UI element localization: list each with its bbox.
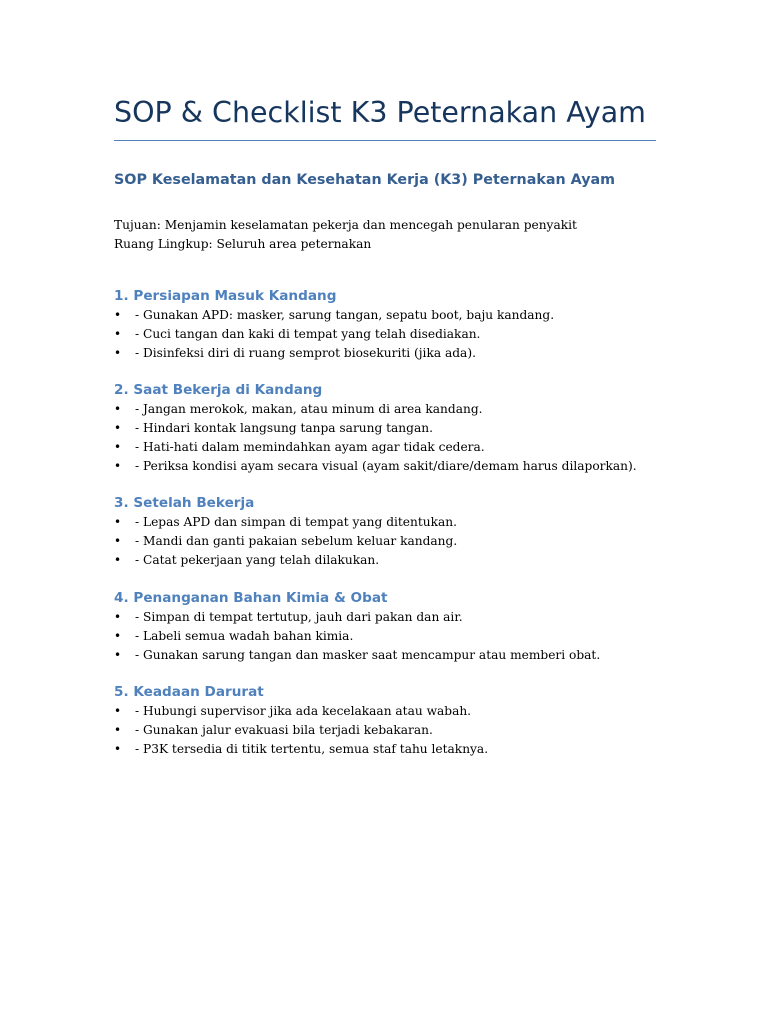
list-item-text: - Cuci tangan dan kaki di tempat yang telah disediakan. bbox=[135, 327, 481, 341]
bullet-icon: • bbox=[114, 648, 122, 662]
bullet-icon: • bbox=[114, 308, 122, 322]
list-item bbox=[114, 438, 674, 457]
title-underline bbox=[114, 140, 656, 141]
list-item bbox=[114, 702, 674, 721]
section-heading: 2. Saat Bekerja di Kandang bbox=[114, 382, 323, 398]
list-item bbox=[114, 551, 674, 570]
list-item bbox=[114, 419, 674, 438]
section-keadaan-darurat bbox=[114, 682, 674, 759]
document-title: SOP & Checklist K3 Peternakan Ayam bbox=[114, 96, 646, 129]
list-item bbox=[114, 306, 674, 325]
list-item bbox=[114, 457, 674, 476]
section-setelah-bekerja bbox=[114, 493, 674, 570]
list-item-text: - Hindari kontak langsung tanpa sarung tangan. bbox=[135, 421, 433, 435]
meta-ruang-lingkup: Ruang Lingkup: Seluruh area peternakan bbox=[114, 237, 372, 251]
section-list bbox=[114, 702, 674, 759]
section-list bbox=[114, 306, 674, 363]
list-item-text: - Gunakan jalur evakuasi bila terjadi kebakaran. bbox=[135, 723, 433, 737]
bullet-icon: • bbox=[114, 742, 122, 756]
section-saat-bekerja bbox=[114, 380, 674, 476]
list-item bbox=[114, 344, 674, 363]
list-item-text: - Labeli semua wadah bahan kimia. bbox=[135, 629, 354, 643]
list-item-text: - P3K tersedia di titik tertentu, semua staf tahu letaknya. bbox=[135, 742, 489, 756]
section-heading: 5. Keadaan Darurat bbox=[114, 684, 264, 700]
bullet-icon: • bbox=[114, 534, 122, 548]
list-item-text: - Catat pekerjaan yang telah dilakukan. bbox=[135, 553, 380, 567]
bullet-icon: • bbox=[114, 327, 122, 341]
list-item-text: - Periksa kondisi ayam secara visual (ayam sakit/diare/demam harus dilaporkan). bbox=[135, 459, 637, 473]
list-item bbox=[114, 400, 674, 419]
bullet-icon: • bbox=[114, 629, 122, 643]
bullet-icon: • bbox=[114, 515, 122, 529]
list-item bbox=[114, 646, 674, 665]
bullet-icon: • bbox=[114, 346, 122, 360]
section-heading: 1. Persiapan Masuk Kandang bbox=[114, 288, 337, 304]
meta-tujuan: Tujuan: Menjamin keselamatan pekerja dan mencegah penularan penyakit bbox=[114, 218, 577, 232]
section-list bbox=[114, 513, 674, 570]
list-item bbox=[114, 627, 674, 646]
section-list bbox=[114, 400, 674, 476]
list-item bbox=[114, 325, 674, 344]
list-item-text: - Mandi dan ganti pakaian sebelum keluar kandang. bbox=[135, 534, 458, 548]
section-heading: 4. Penanganan Bahan Kimia & Obat bbox=[114, 590, 388, 606]
document-meta bbox=[114, 216, 577, 254]
list-item-text: - Gunakan sarung tangan dan masker saat mencampur atau memberi obat. bbox=[135, 648, 601, 662]
section-penanganan-bahan-kimia bbox=[114, 588, 674, 665]
section-list bbox=[114, 608, 674, 665]
bullet-icon: • bbox=[114, 704, 122, 718]
document-subtitle: SOP Keselamatan dan Kesehatan Kerja (K3) Peternakan Ayam bbox=[114, 172, 616, 188]
bullet-icon: • bbox=[114, 402, 122, 416]
list-item bbox=[114, 721, 674, 740]
list-item bbox=[114, 532, 674, 551]
list-item-text: - Hubungi supervisor jika ada kecelakaan atau wabah. bbox=[135, 704, 472, 718]
list-item-text: - Gunakan APD: masker, sarung tangan, sepatu boot, baju kandang. bbox=[135, 308, 555, 322]
list-item bbox=[114, 608, 674, 627]
bullet-icon: • bbox=[114, 723, 122, 737]
list-item-text: - Disinfeksi diri di ruang semprot biosekuriti (jika ada). bbox=[135, 346, 476, 360]
section-heading: 3. Setelah Bekerja bbox=[114, 495, 255, 511]
bullet-icon: • bbox=[114, 553, 122, 567]
list-item-text: - Lepas APD dan simpan di tempat yang ditentukan. bbox=[135, 515, 457, 529]
bullet-icon: • bbox=[114, 610, 122, 624]
bullet-icon: • bbox=[114, 459, 122, 473]
section-persiapan-masuk-kandang bbox=[114, 286, 674, 363]
list-item-text: - Simpan di tempat tertutup, jauh dari pakan dan air. bbox=[135, 610, 463, 624]
list-item-text: - Hati-hati dalam memindahkan ayam agar tidak cedera. bbox=[135, 440, 485, 454]
bullet-icon: • bbox=[114, 440, 122, 454]
list-item-text: - Jangan merokok, makan, atau minum di area kandang. bbox=[135, 402, 483, 416]
bullet-icon: • bbox=[114, 421, 122, 435]
list-item bbox=[114, 513, 674, 532]
list-item bbox=[114, 740, 674, 759]
